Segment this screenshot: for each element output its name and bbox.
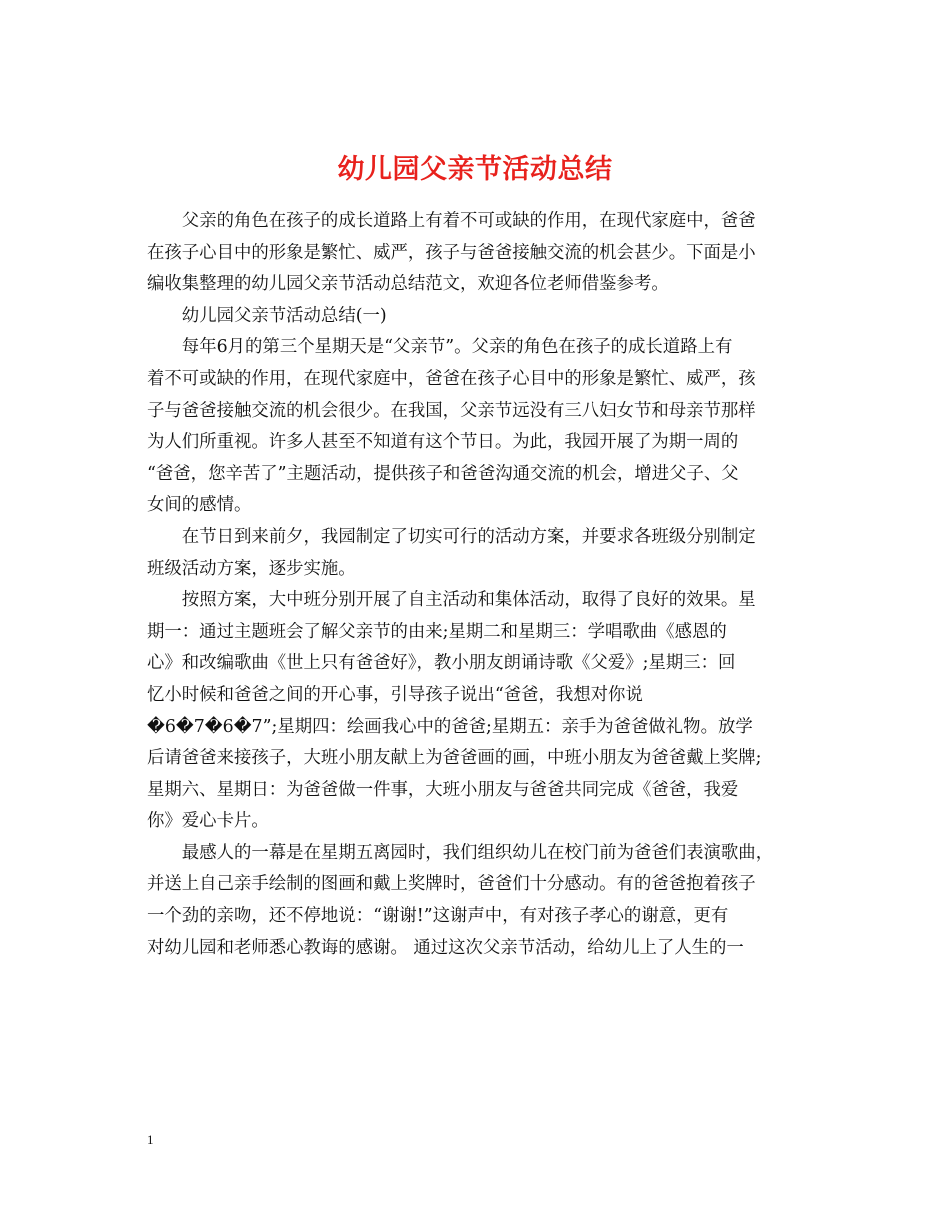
paragraph-friday: 最感人的一幕是在星期五离园时，我们组织幼儿在校门前为爸爸们表演歌曲， 并送上自己亲手绘制的图画和戴上奖牌时，爸爸们十分感动。有的爸爸抱着孩子 一个劲的亲吻，还不停地说：“谢谢!”这谢声中，有对孩子孝心的谢意，更有 对幼儿园和老师悉心教诲的感谢。 通过这次父亲节活动，给幼儿上了人生的一 [147,842,774,958]
document-body [147,206,807,964]
paragraph-background: 每年6月的第三个星期天是“父亲节”。父亲的角色在孩子的成长道路上有 着不可或缺的作用，在现代家庭中，爸爸在孩子心目中的形象是繁忙、威严，孩 子与爸爸接触交流的机会很少。在我国，父亲节远没有三八妇女节和母亲节那样 为人们所重视。许多人甚至不知道有这个节日。为此，我园开展了为期一周的 “爸爸，您辛苦了”主题活动，提供孩子和爸爸沟通交流的机会，增进父子、父 女间的感情。 [147,337,756,516]
section-heading: 幼儿园父亲节活动总结(一) [181,305,387,326]
paragraph-plan: 在节日到来前夕，我园制定了切实可行的活动方案，并要求各班级分别制定 班级活动方案，逐步实施。 [147,526,756,579]
page-number: 1 [147,1132,154,1147]
paragraph-intro: 父亲的角色在孩子的成长道路上有着不可或缺的作用，在现代家庭中，爸爸 在孩子心目中的形象是繁忙、威严，孩子与爸爸接触交流的机会甚少。下面是小 编收集整理的幼儿园父亲节活动总结范文，欢迎各位老师借鉴参考。 [147,211,756,295]
page-title: 幼儿园父亲节活动总结 [337,154,613,186]
paragraph-schedule: 按照方案，大中班分别开展了自主活动和集体活动，取得了良好的效果。星 期一：通过主题班会了解父亲节的由来;星期二和星期三：学唱歌曲《感恩的 心》和改编歌曲《世上只有爸爸好》，教小朋友朗诵诗歌《父爱》;星期三：回 忆小时候和爸爸之间的开心事，引导孩子说出“爸爸，我想对你说 �6�7�6�7”;星期四：绘画我心中的爸爸;星期五：亲手为爸爸做礼物。放学 后请爸爸来接孩子，大班小朋友献上为爸爸画的画，中班小朋友为爸爸戴上奖牌; 星期六、星期日：为爸爸做一件事，大班小朋友与爸爸共同完成《爸爸，我爱 你》爱心卡片。 [147,590,762,832]
